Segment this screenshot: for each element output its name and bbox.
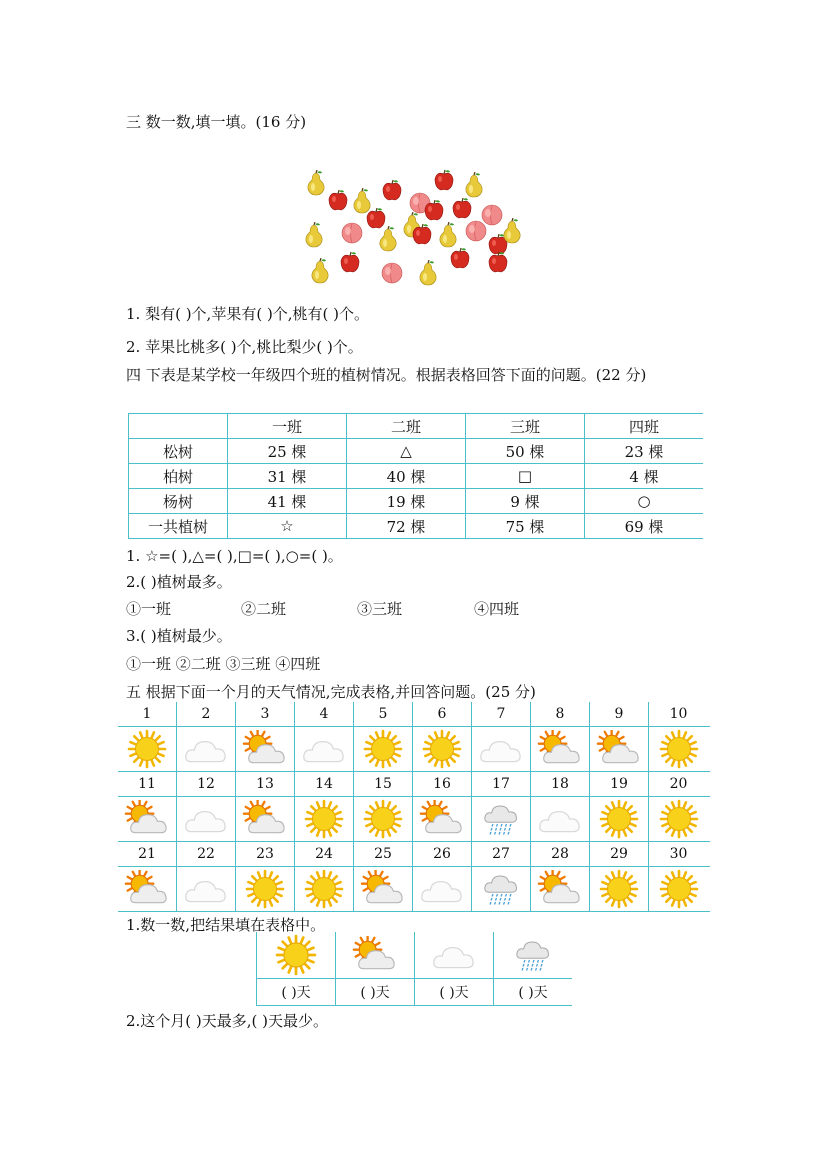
table-cell: 23 棵 <box>585 439 704 464</box>
pear-icon <box>304 170 328 194</box>
day-count-blank[interactable]: ( )天 <box>414 979 493 1005</box>
table-header-row <box>129 414 704 439</box>
tree-planting-table <box>128 413 703 539</box>
table-cell: ☆ <box>228 514 347 539</box>
section4-heading: 四 下表是某学校一年级四个班的植树情况。根据表格回答下面的问题。(22 分) <box>126 366 647 384</box>
day-number: 21 <box>118 842 177 866</box>
pear-icon <box>308 258 332 282</box>
partly-cloudy-icon <box>118 797 177 841</box>
apple-icon <box>338 250 362 274</box>
partly-cloudy-icon <box>354 867 413 911</box>
day-number: 17 <box>472 772 531 796</box>
sun-icon <box>649 797 708 841</box>
table-header-cell: 二班 <box>347 414 466 439</box>
rain-cloud-icon <box>493 932 572 978</box>
section4-q2-option-3: ③三班 <box>357 600 403 618</box>
table-cell: 40 棵 <box>347 464 466 489</box>
table-cell: 72 棵 <box>347 514 466 539</box>
pear-icon <box>302 222 326 246</box>
table-cell: 9 棵 <box>466 489 585 514</box>
table-header-cell: 一班 <box>228 414 347 439</box>
peach-icon <box>340 220 364 244</box>
day-number: 22 <box>177 842 236 866</box>
sun-icon <box>295 867 354 911</box>
table-cell: 50 棵 <box>466 439 585 464</box>
table-cell: 松树 <box>129 439 228 464</box>
section3-question-2: 2. 苹果比桃多( )个,桃比梨少( )个。 <box>126 338 363 356</box>
day-number: 9 <box>590 702 649 726</box>
day-number: 27 <box>472 842 531 866</box>
table-cell: ○ <box>585 489 704 514</box>
sun-icon <box>256 932 335 978</box>
section5-question-2: 2.这个月( )天最多,( )天最少。 <box>126 1012 329 1030</box>
summary-answer-row <box>256 979 572 1006</box>
section4-question-1: 1. ☆=( ),△=( ),□=( ),○=( )。 <box>126 547 343 565</box>
cloud-icon <box>177 797 236 841</box>
section4-q2-option-4: ④四班 <box>474 600 520 618</box>
day-number: 2 <box>177 702 236 726</box>
partly-cloudy-icon <box>118 867 177 911</box>
day-number: 5 <box>354 702 413 726</box>
table-cell: 75 棵 <box>466 514 585 539</box>
section3-heading: 三 数一数,填一填。(16 分) <box>126 113 307 131</box>
partly-cloudy-icon <box>531 867 590 911</box>
cloud-icon <box>177 727 236 771</box>
table-cell: 41 棵 <box>228 489 347 514</box>
table-row <box>129 514 704 539</box>
partly-cloudy-icon <box>335 932 414 978</box>
day-number: 12 <box>177 772 236 796</box>
partly-cloudy-icon <box>590 727 649 771</box>
summary-icon-row <box>256 932 572 979</box>
table-cell: △ <box>347 439 466 464</box>
cloud-icon <box>531 797 590 841</box>
table-cell: 25 棵 <box>228 439 347 464</box>
day-number: 10 <box>669 706 688 722</box>
apple-icon <box>448 246 472 270</box>
sun-icon <box>590 867 649 911</box>
table-header-cell: 四班 <box>585 414 704 439</box>
table-cell: 19 棵 <box>347 489 466 514</box>
day-number: 1 <box>118 702 177 726</box>
pear-icon <box>462 172 486 196</box>
cloud-icon <box>414 932 493 978</box>
day-number: 29 <box>590 842 649 866</box>
sun-icon <box>649 727 708 771</box>
table-row <box>129 464 704 489</box>
partly-cloudy-icon <box>413 797 472 841</box>
sun-icon <box>354 727 413 771</box>
day-number: 25 <box>354 842 413 866</box>
day-number: 14 <box>295 772 354 796</box>
day-number-row <box>118 772 710 797</box>
sun-icon <box>118 727 177 771</box>
day-number: 7 <box>472 702 531 726</box>
sun-icon <box>413 727 472 771</box>
table-cell: 4 棵 <box>585 464 704 489</box>
sun-icon <box>295 797 354 841</box>
table-header-cell: 三班 <box>466 414 585 439</box>
day-number: 8 <box>531 702 590 726</box>
day-count-blank[interactable]: ( )天 <box>335 979 414 1005</box>
sun-icon <box>236 867 295 911</box>
pear-icon <box>416 260 440 284</box>
section4-question-2: 2.( )植树最多。 <box>126 573 232 591</box>
pear-icon <box>376 226 400 250</box>
section3-question-1: 1. 梨有( )个,苹果有( )个,桃有( )个。 <box>126 305 370 323</box>
day-number: 19 <box>590 772 649 796</box>
section4-q2-option-1: ①一班 <box>126 600 172 618</box>
day-number: 20 <box>669 776 688 792</box>
weather-icon-row <box>118 867 710 912</box>
day-number: 13 <box>236 772 295 796</box>
weather-calendar <box>118 702 710 912</box>
weather-icon-row <box>118 727 710 772</box>
cloud-icon <box>413 867 472 911</box>
day-number: 28 <box>531 842 590 866</box>
weather-summary-table <box>256 932 572 1006</box>
partly-cloudy-icon <box>236 727 295 771</box>
day-number: 18 <box>531 772 590 796</box>
partly-cloudy-icon <box>531 727 590 771</box>
cloud-icon <box>472 727 531 771</box>
section4-question-3: 3.( )植树最少。 <box>126 627 232 645</box>
peach-icon <box>464 218 488 242</box>
table-cell: 杨树 <box>129 489 228 514</box>
sun-icon <box>354 797 413 841</box>
weather-icon-row <box>118 797 710 842</box>
sun-icon <box>649 867 708 911</box>
day-number-row <box>118 842 710 867</box>
peach-icon <box>380 260 404 284</box>
table-row <box>129 489 704 514</box>
fruit-picture <box>300 162 525 290</box>
apple-icon <box>486 250 510 274</box>
rain-cloud-icon <box>472 867 531 911</box>
day-number: 16 <box>413 772 472 796</box>
day-number: 30 <box>669 846 688 862</box>
day-number: 11 <box>118 772 177 796</box>
day-count-blank[interactable]: ( )天 <box>493 979 572 1005</box>
day-number: 24 <box>295 842 354 866</box>
apple-icon <box>432 168 456 192</box>
apple-icon <box>326 188 350 212</box>
apple-icon <box>410 222 434 246</box>
table-cell: 69 棵 <box>585 514 704 539</box>
apple-icon <box>380 178 404 202</box>
table-cell: 31 棵 <box>228 464 347 489</box>
day-number: 23 <box>236 842 295 866</box>
day-number: 4 <box>295 702 354 726</box>
table-header-cell <box>129 414 228 439</box>
sun-icon <box>590 797 649 841</box>
rain-cloud-icon <box>472 797 531 841</box>
day-number-row <box>118 702 710 727</box>
table-cell: □ <box>466 464 585 489</box>
section4-q2-option-2: ②二班 <box>241 600 287 618</box>
partly-cloudy-icon <box>236 797 295 841</box>
section5-question-1: 1.数一数,把结果填在表格中。 <box>126 916 326 934</box>
pear-icon <box>436 222 460 246</box>
section5-heading: 五 根据下面一个月的天气情况,完成表格,并回答问题。(25 分) <box>126 683 536 701</box>
day-number: 3 <box>236 702 295 726</box>
section4-q3-options: ①一班 ②二班 ③三班 ④四班 <box>126 655 321 673</box>
apple-icon <box>422 198 446 222</box>
pear-icon <box>500 218 524 242</box>
day-number: 6 <box>413 702 472 726</box>
table-cell: 柏树 <box>129 464 228 489</box>
cloud-icon <box>177 867 236 911</box>
apple-icon <box>450 196 474 220</box>
day-count-blank[interactable]: ( )天 <box>256 979 335 1005</box>
table-cell: 一共植树 <box>129 514 228 539</box>
day-number: 26 <box>413 842 472 866</box>
day-number: 15 <box>354 772 413 796</box>
table-row <box>129 439 704 464</box>
cloud-icon <box>295 727 354 771</box>
